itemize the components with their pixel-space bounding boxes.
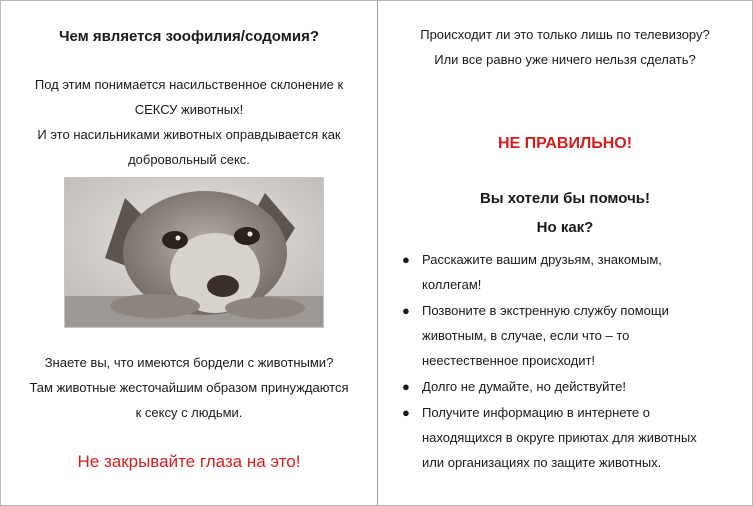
bullet-3-line-1: Долго не думайте, но действуйте! (422, 379, 627, 394)
bullet-2-line-3: неестественное происходит! (422, 353, 596, 368)
bullet-4-line-1: Получите информацию в интернете о (422, 405, 650, 420)
bullet-4-line-2: находящихся в округе приютах для животных (422, 430, 697, 445)
bullet-4-line-3: или организациях по защите животных. (422, 455, 662, 470)
dog-illustration-icon (65, 178, 323, 327)
bullet-item (400, 374, 740, 399)
bullet-2-line-1: Позвоните в экстренную службу помощи (422, 303, 669, 318)
help-heading-line-1: Вы хотели бы помочь! (479, 190, 651, 207)
bullet-dot-icon: ● (402, 379, 410, 394)
bullet-1-line-2: коллегам! (422, 277, 482, 292)
left-title: Чем является зоофилия/содомия? (58, 28, 319, 45)
bullet-item (400, 400, 740, 475)
left-paragraph-2-line-2: Там животные жесточайшим образом принуждаются (29, 380, 349, 395)
help-heading-line-2: Но как? (536, 219, 594, 236)
bullet-item (400, 247, 740, 297)
wrong-heading: НЕ ПРАВИЛЬНО! (497, 135, 633, 152)
help-bullet-list (400, 247, 740, 476)
bullet-dot-icon: ● (402, 303, 410, 318)
bullet-2-line-2: животным, в случае, если что – то (422, 328, 630, 343)
left-paragraph-2-line-1: Знаете вы, что имеются бордели с животными? (44, 355, 334, 370)
bullet-dot-icon: ● (402, 252, 410, 267)
bullet-item (400, 298, 740, 373)
right-question-line-1: Происходит ли это только лишь по телевизору? (420, 27, 710, 42)
left-call-to-action: Не закрывайте глаза на это! (77, 452, 301, 471)
sad-dog-photo (64, 177, 324, 328)
bullet-dot-icon: ● (402, 405, 410, 420)
right-question-line-2: Или все равно уже ничего нельзя сделать? (434, 52, 696, 67)
left-paragraph-2-line-3: к сексу с людьми. (135, 405, 243, 420)
column-divider (377, 1, 378, 505)
left-paragraph-1-line-3: И это насильниками животных оправдывается как (37, 127, 341, 142)
left-paragraph-1-line-1: Под этим понимается насильственное склонение к (34, 77, 344, 92)
left-paragraph-1-line-2: СЕКСУ животных! (134, 102, 244, 117)
left-paragraph-1-line-4: добровольный секс. (128, 152, 250, 167)
bullet-1-line-1: Расскажите вашим друзьям, знакомым, (422, 252, 662, 267)
